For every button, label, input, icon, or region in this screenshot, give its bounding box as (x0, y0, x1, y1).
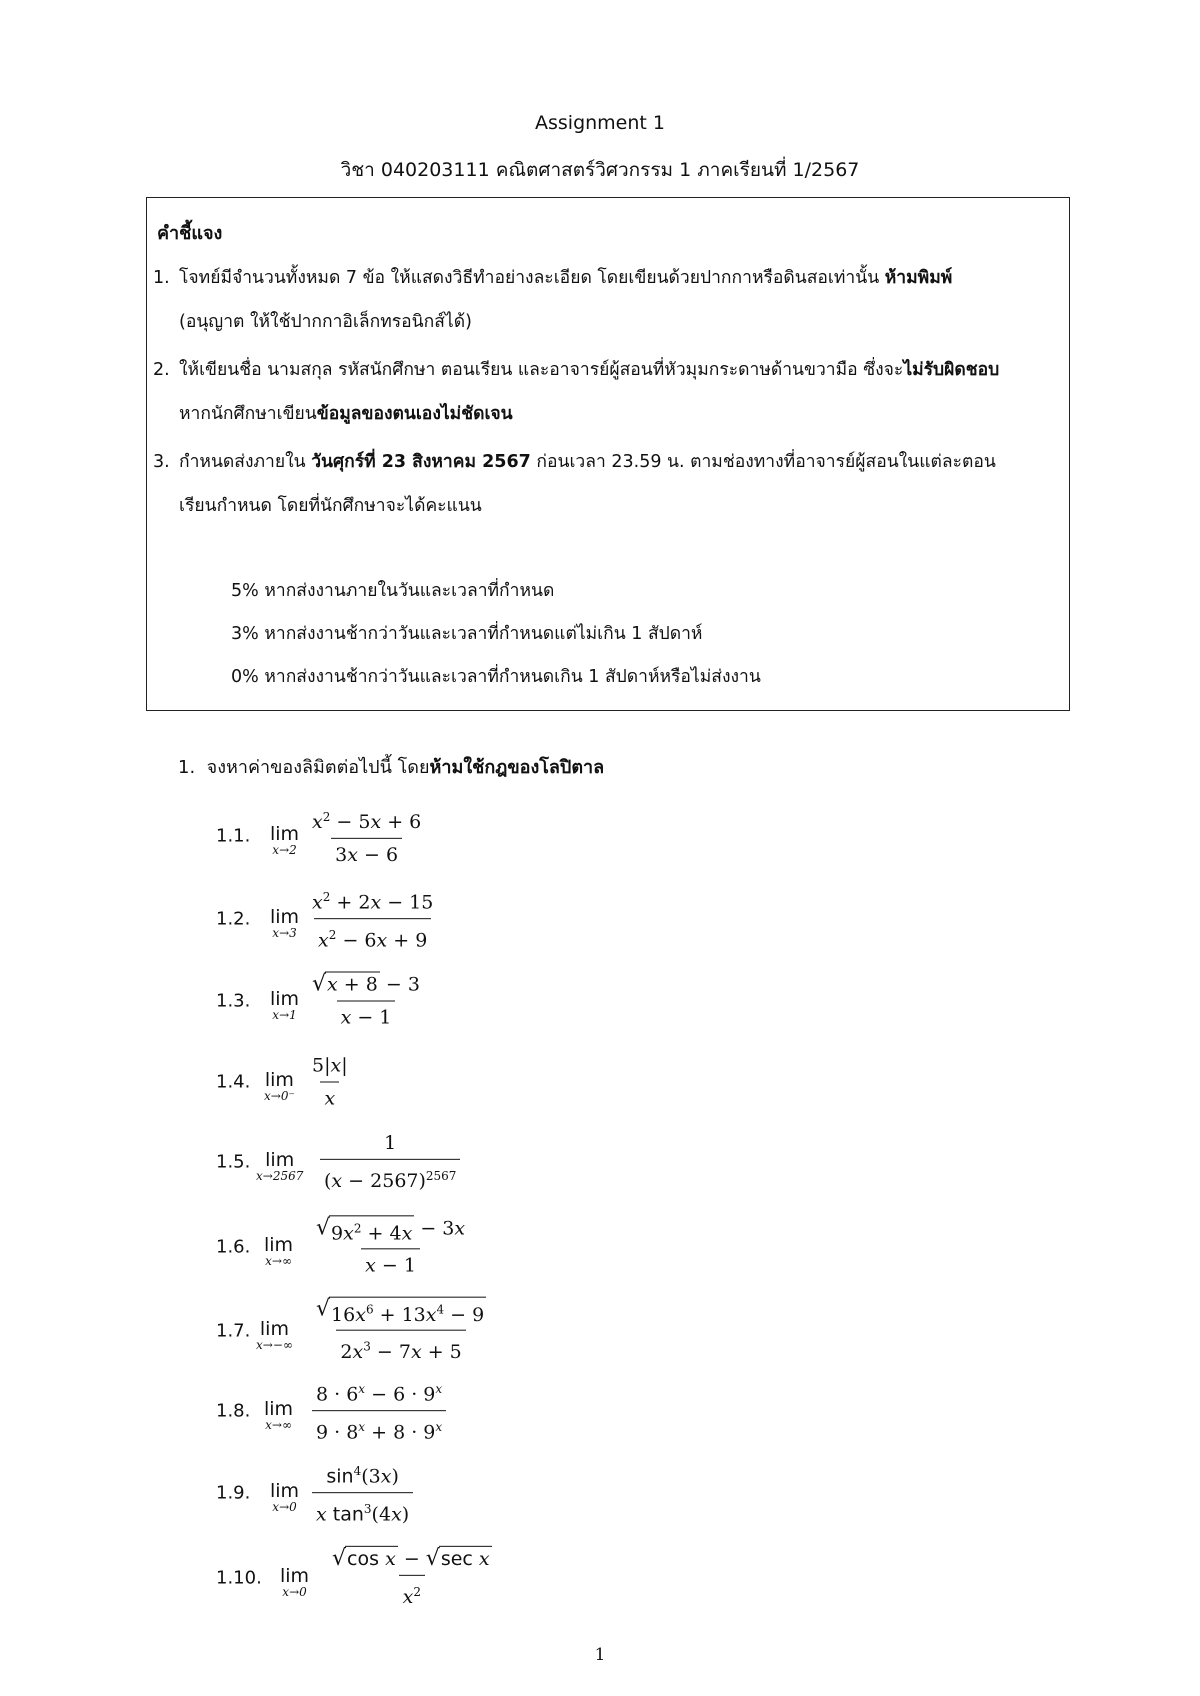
lim-word: lim (270, 906, 300, 928)
lim-word: lim (270, 1480, 300, 1502)
limit-expression: √ $16x^6 + 13x^4 - 9$ $2x^3 - 7x + 5$ (316, 1296, 485, 1364)
lim-word: lim (265, 1149, 295, 1171)
question-text: จงหาค่าของลิมิตต่อไปนี้ โดย (206, 757, 430, 778)
question-1-title (178, 752, 604, 781)
limit-operator (256, 1149, 304, 1183)
instructions-heading: คำชี้แจง (157, 223, 223, 244)
problem-1-7 (216, 1296, 716, 1366)
lim-word: lim (264, 1069, 294, 1091)
problem-1-4 (216, 1047, 716, 1117)
page-title: Assignment 1 (535, 112, 665, 134)
lim-word: lim (259, 1318, 289, 1340)
lim-word: lim (270, 988, 300, 1010)
limit-expression: √ $9x^2 + 4x$ − 3x x − 1 (316, 1215, 466, 1277)
problem-number: 1.2. (216, 908, 251, 930)
question-number: 1. (178, 757, 196, 778)
problem-number: 1.9. (216, 1482, 251, 1504)
instruction-text: กำหนดส่งภายใน (179, 452, 312, 472)
instruction-item-3 (153, 440, 1058, 528)
lim-word: lim (270, 823, 300, 845)
problem-number: 1.10. (216, 1567, 262, 1589)
instruction-number: 2. (153, 360, 170, 380)
limit-subscript: x→0 (272, 1500, 297, 1514)
instruction-text-2: ก่อนเวลา 23.59 น. ตามช่องทางที่อาจารย์ผู้สอนในแต่ละตอน (530, 452, 996, 472)
limit-expression: √ x + 8 − 3 x − 1 (312, 971, 420, 1029)
problem-number: 1.3. (216, 990, 251, 1012)
limit-operator (264, 1069, 295, 1103)
limit-operator (280, 1565, 310, 1599)
problem-1-10 (216, 1543, 716, 1613)
lim-word: lim (264, 1234, 294, 1256)
instruction-number: 1. (153, 268, 170, 288)
instruction-text-2: หากนักศึกษาเขียน (179, 404, 317, 424)
limit-subscript: x→2567 (256, 1169, 304, 1183)
problem-1-9 (216, 1458, 716, 1528)
limit-operator (270, 823, 300, 857)
limit-subscript: x→∞ (265, 1254, 292, 1268)
problem-number: 1.6. (216, 1236, 251, 1258)
instruction-bold-2: ข้อมูลของตนเองไม่ชัดเจน (316, 404, 513, 424)
instruction-text: ให้เขียนชื่อ นามสกุล รหัสนักศึกษา ตอนเรียน และอาจารย์ผู้สอนที่หัวมุมกระดาษด้านขวามือ ซึ่งจะ (179, 360, 904, 380)
limit-expression: $\frac{\sin^4(3x)}{x \tan^3(4x)}$ (312, 1458, 413, 1528)
grade-line: 3% หากส่งงานช้ากว่าวันและเวลาที่กำหนดแต่ไม่เกิน 1 สัปดาห์ (231, 624, 703, 644)
problem-number: 1.1. (216, 825, 251, 847)
problem-number: 1.7. (216, 1320, 251, 1342)
limit-subscript: x→∞ (265, 1418, 292, 1432)
instruction-item-1 (153, 256, 1058, 344)
limit-operator (256, 1318, 293, 1352)
limit-subscript: x→0⁻ (264, 1089, 295, 1103)
lim-word: lim (264, 1398, 294, 1420)
question-bold: ห้ามใช้กฎของโลปิตาล (429, 757, 605, 778)
limit-expression: $\frac{1}{(x - 2567)^{2567}}$ (320, 1130, 460, 1194)
problem-number: 1.5. (216, 1151, 251, 1173)
instruction-text-3: เรียนกำหนด โดยที่นักศึกษาจะได้คะแนน (179, 496, 482, 516)
instruction-bold: ห้ามพิมพ์ (884, 268, 953, 288)
limit-subscript: x→1 (272, 1008, 297, 1022)
limit-subscript: x→−∞ (256, 1338, 293, 1352)
limit-subscript: x→3 (272, 926, 297, 940)
instruction-text-2: (อนุญาต ให้ใช้ปากกาอิเล็กทรอนิกส์ได้) (179, 312, 472, 332)
limit-expression: $\frac{x^2 - 5x + 6}{3x - 6}$ (312, 809, 422, 867)
limit-subscript: x→0 (282, 1585, 307, 1599)
limit-expression: $\frac{5|x|}{x}$ (312, 1054, 348, 1110)
limit-expression: $\frac{8 \cdot 6^x - 6 \cdot 9^x}{9 \cdot 8^x + 8 \cdot 9^x}$ (312, 1376, 446, 1446)
problem-number: 1.8. (216, 1400, 251, 1422)
problem-1-2 (216, 884, 716, 954)
limit-operator (270, 906, 300, 940)
deadline-date: วันศุกร์ที่ 23 สิงหาคม 2567 (311, 452, 531, 472)
limit-operator (270, 1480, 300, 1514)
problem-1-8 (216, 1376, 716, 1446)
instruction-text: โจทย์มีจำนวนทั้งหมด 7 ข้อ ให้แสดงวิธีทำอย่างละเอียด โดยเขียนด้วยปากกาหรือดินสอเท่านั้น (179, 268, 885, 288)
instruction-item-2 (153, 348, 1058, 436)
problem-1-5 (216, 1127, 716, 1197)
limit-operator (264, 1234, 294, 1268)
limit-subscript: x→2 (272, 843, 297, 857)
problem-1-3 (216, 966, 716, 1036)
grade-line: 0% หากส่งงานช้ากว่าวันและเวลาที่กำหนดเกิน 1 สัปดาห์หรือไม่ส่งงาน (231, 667, 761, 687)
limit-expression: $\frac{x^2 + 2x - 15}{x^2 - 6x + 9}$ (312, 890, 434, 952)
grade-line: 5% หากส่งงานภายในวันและเวลาที่กำหนด (231, 581, 555, 601)
lim-word: lim (280, 1565, 310, 1587)
instructions-box (146, 197, 1070, 711)
limit-operator (270, 988, 300, 1022)
problem-1-6 (216, 1212, 716, 1282)
course-subtitle: วิชา 040203111 คณิตศาสตร์วิศวกรรม 1 ภาคเรียนที่ 1/2567 (340, 159, 860, 181)
instruction-number: 3. (153, 452, 170, 472)
limit-expression: √ cos x − √ sec x $x^2$ (332, 1545, 490, 1609)
problem-1-1 (216, 801, 716, 871)
problem-number: 1.4. (216, 1071, 251, 1093)
page-number: 1 (594, 1645, 606, 1665)
instruction-bold: ไม่รับผิดชอบ (903, 360, 1000, 380)
limit-operator (264, 1398, 294, 1432)
